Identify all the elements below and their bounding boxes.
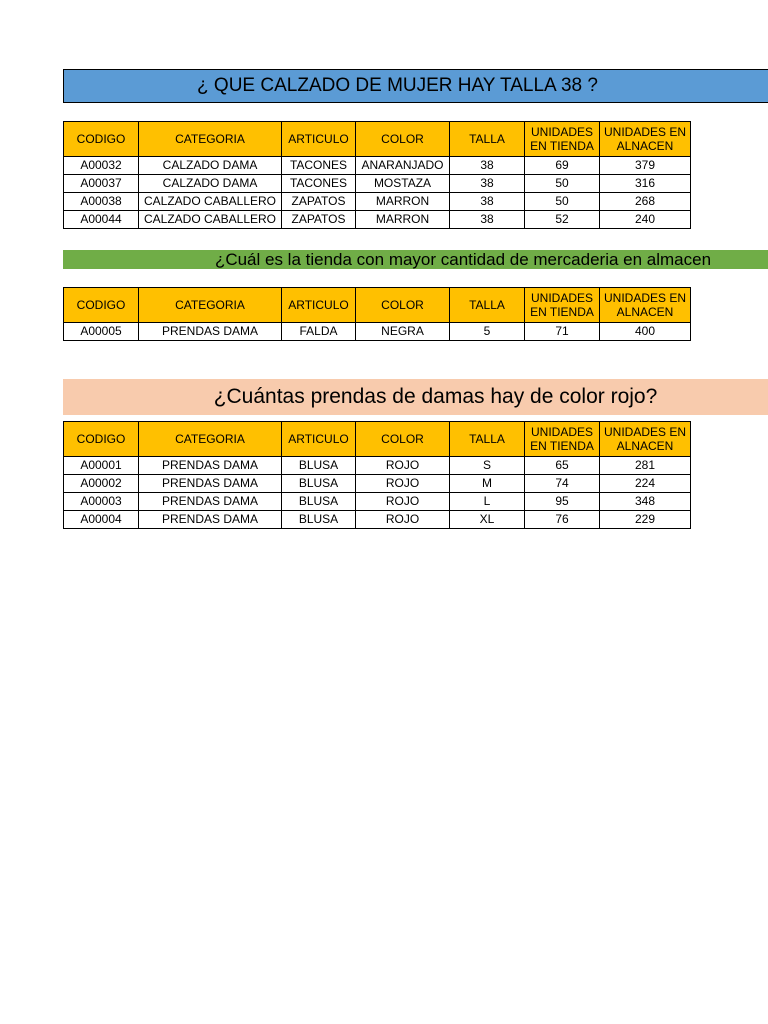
cell-articulo: BLUSA (282, 475, 356, 493)
header-unidades-tienda: UNIDADES EN TIENDA (525, 288, 600, 323)
cell-color: MARRON (356, 193, 450, 211)
cell-unidades-tienda: 95 (525, 493, 600, 511)
cell-talla: 38 (450, 157, 525, 175)
cell-articulo: BLUSA (282, 511, 356, 529)
cell-unidades-almacen: 229 (600, 511, 691, 529)
header-categoria: CATEGORIA (139, 422, 282, 457)
header-unidades-almacen: UNIDADES EN ALNACEN (600, 122, 691, 157)
cell-unidades-almacen: 379 (600, 157, 691, 175)
cell-unidades-tienda: 69 (525, 157, 600, 175)
header-color: COLOR (356, 288, 450, 323)
cell-unidades-tienda: 50 (525, 193, 600, 211)
cell-categoria: PRENDAS DAMA (139, 323, 282, 341)
cell-categoria: CALZADO CABALLERO (139, 211, 282, 229)
cell-talla: 38 (450, 193, 525, 211)
question-title-2: ¿Cuál es la tienda con mayor cantidad de mercaderia en almacen (214, 250, 712, 269)
table-row (64, 511, 691, 529)
cell-unidades-almacen: 316 (600, 175, 691, 193)
header-codigo: CODIGO (64, 122, 139, 157)
cell-articulo: ZAPATOS (282, 211, 356, 229)
table-header-row (64, 122, 691, 157)
header-articulo: ARTICULO (282, 288, 356, 323)
cell-categoria: PRENDAS DAMA (139, 457, 282, 475)
cell-color: MARRON (356, 211, 450, 229)
results-table-1 (63, 121, 691, 229)
cell-categoria: CALZADO CABALLERO (139, 193, 282, 211)
cell-codigo: A00037 (64, 175, 139, 193)
cell-talla: 38 (450, 211, 525, 229)
cell-articulo: FALDA (282, 323, 356, 341)
header-unidades-almacen: UNIDADES EN ALNACEN (600, 288, 691, 323)
table-row (64, 193, 691, 211)
cell-articulo: TACONES (282, 157, 356, 175)
cell-color: NEGRA (356, 323, 450, 341)
cell-color: ROJO (356, 511, 450, 529)
header-talla: TALLA (450, 422, 525, 457)
question-banner-3 (63, 379, 768, 415)
cell-color: ROJO (356, 457, 450, 475)
cell-unidades-tienda: 76 (525, 511, 600, 529)
results-table-3 (63, 421, 691, 529)
header-unidades-almacen: UNIDADES EN ALNACEN (600, 422, 691, 457)
cell-unidades-almacen: 224 (600, 475, 691, 493)
cell-unidades-almacen: 400 (600, 323, 691, 341)
table-row (64, 475, 691, 493)
cell-color: MOSTAZA (356, 175, 450, 193)
cell-categoria: CALZADO DAMA (139, 175, 282, 193)
cell-unidades-tienda: 50 (525, 175, 600, 193)
cell-unidades-tienda: 52 (525, 211, 600, 229)
header-codigo: CODIGO (64, 422, 139, 457)
cell-codigo: A00032 (64, 157, 139, 175)
header-categoria: CATEGORIA (139, 288, 282, 323)
question-banner-1 (63, 69, 768, 103)
header-articulo: ARTICULO (282, 122, 356, 157)
cell-talla: M (450, 475, 525, 493)
header-color: COLOR (356, 422, 450, 457)
cell-codigo: A00001 (64, 457, 139, 475)
cell-unidades-almacen: 348 (600, 493, 691, 511)
cell-unidades-almacen: 240 (600, 211, 691, 229)
table-row (64, 323, 691, 341)
table-row (64, 157, 691, 175)
header-codigo: CODIGO (64, 288, 139, 323)
cell-unidades-almacen: 268 (600, 193, 691, 211)
cell-codigo: A00004 (64, 511, 139, 529)
cell-unidades-almacen: 281 (600, 457, 691, 475)
cell-articulo: TACONES (282, 175, 356, 193)
header-articulo: ARTICULO (282, 422, 356, 457)
cell-talla: XL (450, 511, 525, 529)
cell-color: ROJO (356, 475, 450, 493)
cell-categoria: CALZADO DAMA (139, 157, 282, 175)
table-row (64, 175, 691, 193)
cell-categoria: PRENDAS DAMA (139, 475, 282, 493)
header-color: COLOR (356, 122, 450, 157)
cell-articulo: BLUSA (282, 493, 356, 511)
cell-codigo: A00003 (64, 493, 139, 511)
cell-talla: L (450, 493, 525, 511)
header-unidades-tienda: UNIDADES EN TIENDA (525, 122, 600, 157)
cell-unidades-tienda: 65 (525, 457, 600, 475)
cell-codigo: A00005 (64, 323, 139, 341)
question-banner-2 (63, 250, 768, 269)
table-row (64, 457, 691, 475)
cell-codigo: A00044 (64, 211, 139, 229)
cell-color: ROJO (356, 493, 450, 511)
header-talla: TALLA (450, 288, 525, 323)
question-title-3: ¿Cuántas prendas de damas hay de color rojo? (213, 385, 658, 408)
cell-categoria: PRENDAS DAMA (139, 493, 282, 511)
cell-talla: 5 (450, 323, 525, 341)
table-header-row (64, 422, 691, 457)
table-row (64, 493, 691, 511)
cell-talla: 38 (450, 175, 525, 193)
cell-categoria: PRENDAS DAMA (139, 511, 282, 529)
cell-articulo: BLUSA (282, 457, 356, 475)
cell-talla: S (450, 457, 525, 475)
cell-unidades-tienda: 71 (525, 323, 600, 341)
cell-codigo: A00038 (64, 193, 139, 211)
cell-color: ANARANJADO (356, 157, 450, 175)
question-title-1: ¿ QUE CALZADO DE MUJER HAY TALLA 38 ? (197, 75, 598, 96)
table-row (64, 211, 691, 229)
cell-codigo: A00002 (64, 475, 139, 493)
table-header-row (64, 288, 691, 323)
cell-articulo: ZAPATOS (282, 193, 356, 211)
results-table-2 (63, 287, 691, 341)
cell-unidades-tienda: 74 (525, 475, 600, 493)
header-unidades-tienda: UNIDADES EN TIENDA (525, 422, 600, 457)
header-categoria: CATEGORIA (139, 122, 282, 157)
header-talla: TALLA (450, 122, 525, 157)
